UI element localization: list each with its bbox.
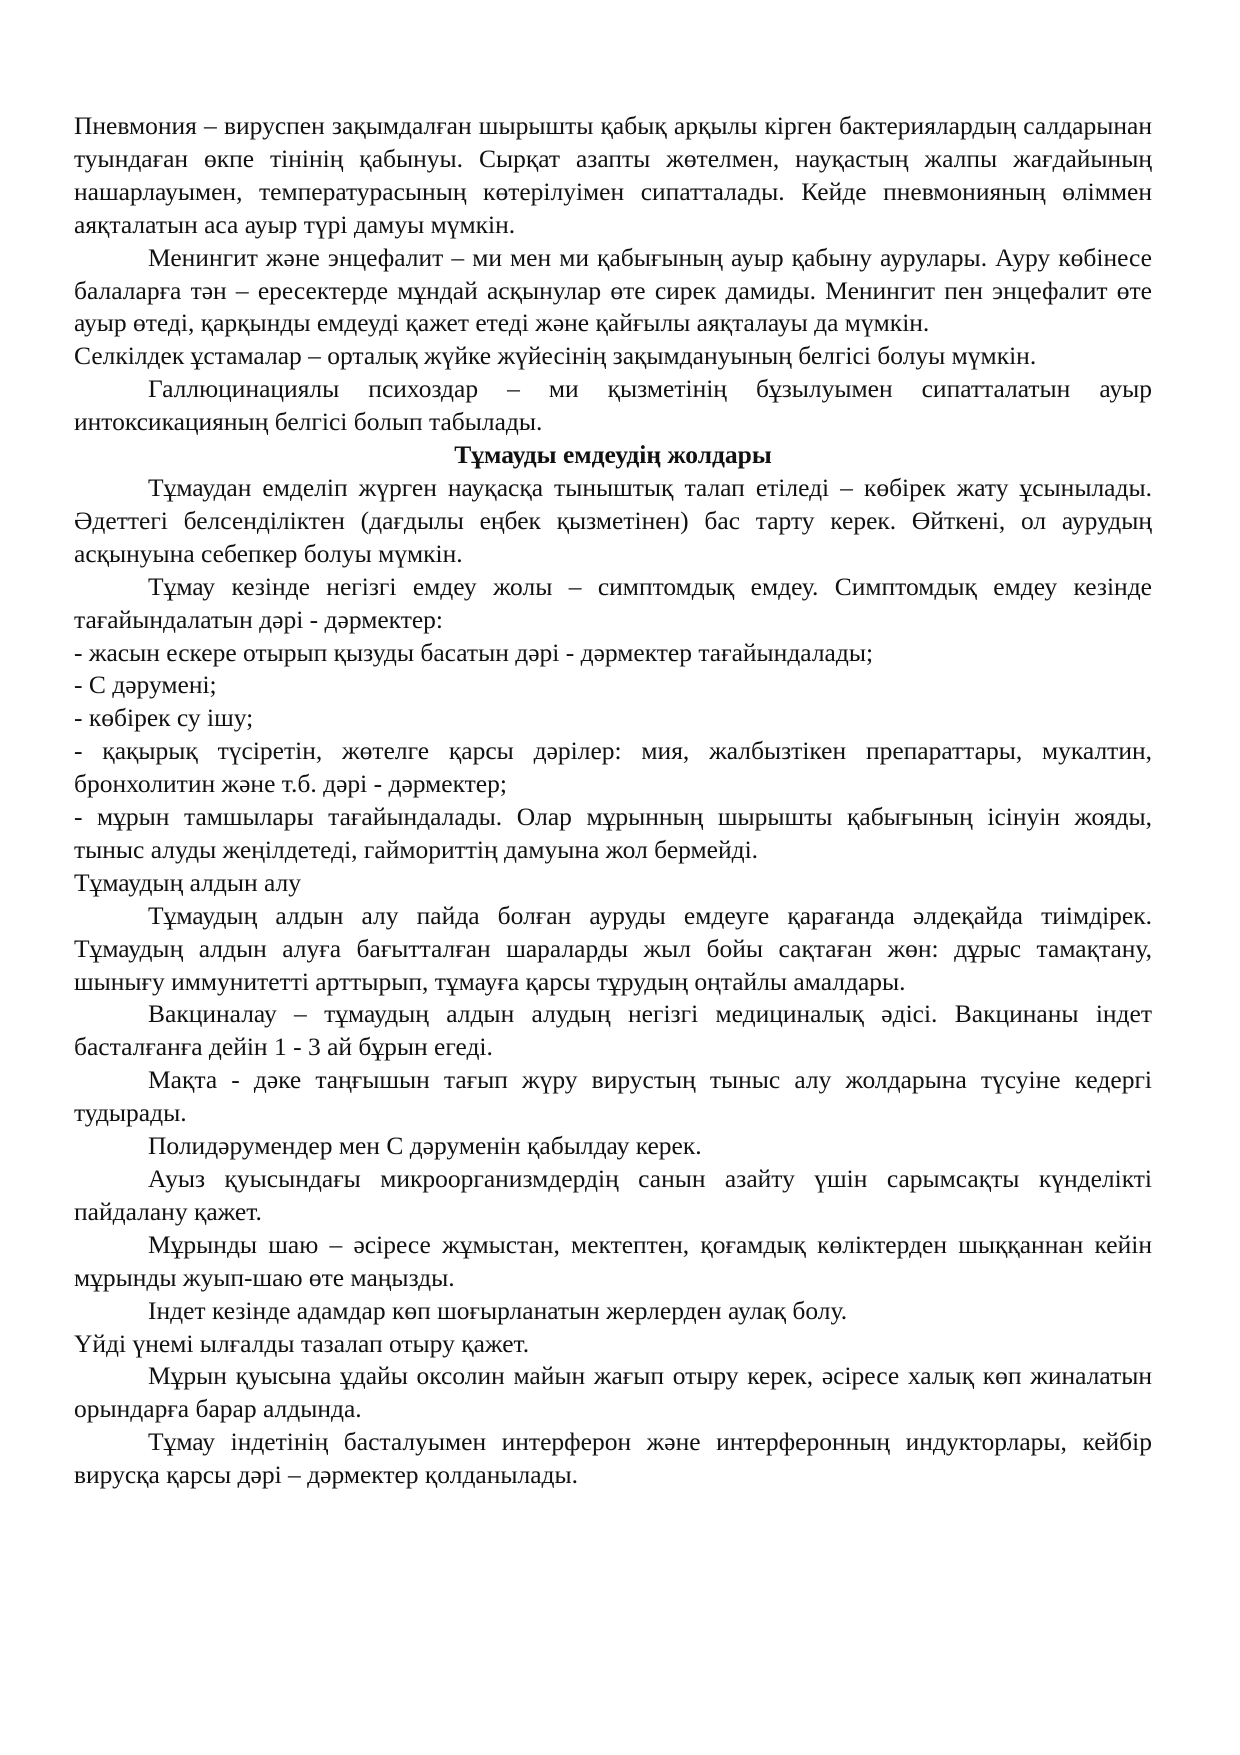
paragraph-seizures: Селкілдек ұстамалар – орталық жүйке жүйесінің зақымдануының белгісі болуы мүмкін.	[74, 341, 1037, 371]
paragraph-vaccination: Вакциналау – тұмаудың алдын алудың негізгі медициналық әдісі. Вакцинаны індет басталғанға дейін 1 - 3 ай бұрын егеді.	[74, 999, 1152, 1062]
paragraph-pneumonia: Пневмония – вируспен зақымдалған шырышты қабық арқылы кірген бактериялардың салдарынан туындаған өкпе тінінің қабынуы. Сырқат азапты жөтелмен, науқастың жалпы жағдайының нашарлауымен, температурасының көтерілуімен сипатталады. Кейде пневмонияның өліммен аяқталатын аса ауыр түрі дамуы мүмкін.	[74, 111, 1152, 239]
paragraph-rest: Тұмаудан емделіп жүрген науқасқа тыныштық талап етіледі – көбірек жату ұсынылады. Әдеттегі белсенділіктен (дағдылы еңбек қызметінен) бас тарту керек. Өйткені, ол аурудың асқынуына себепкер болуы мүмкін.	[74, 472, 1152, 568]
list-item: - С дәрумені;	[74, 670, 217, 700]
paragraph-wet-cleaning: Үйді үнемі ылғалды тазалап отыру қажет.	[74, 1328, 530, 1358]
list-item: - көбірек су ішу;	[74, 703, 254, 733]
list-item: - жасын ескере отырып қызуды басатын дәрі - дәрмектер тағайындалады;	[74, 637, 874, 667]
paragraph-symptomatic: Тұмау кезінде негізгі емдеу жолы – симптомдық емдеу. Симптомдық емдеу кезінде тағайындалатын дәрі - дәрмектер:	[74, 571, 1152, 634]
paragraph-vitamins: Полидәрумендер мен С дәруменін қабылдау керек.	[148, 1131, 702, 1161]
document-page	[74, 110, 1152, 1492]
list-item: - қақырық түсіретін, жөтелге қарсы дәрілер: мия, жалбызтікен препараттары, мукалтин, бронхолитин және т.б. дәрі - дәрмектер;	[74, 736, 1152, 799]
medication-list	[74, 637, 1152, 867]
paragraph-interferon: Тұмау індетінің басталуымен интерферон және интерферонның индукторлары, кейбір вирусқа қарсы дәрі – дәрмектер қолданылады.	[74, 1427, 1152, 1490]
paragraph-garlic: Ауыз қуысындағы микроорганизмдердің санын азайту үшін сарымсақты күнделікті пайдалану қажет.	[74, 1164, 1152, 1226]
section-heading-treatment: Тұмауды емдеудің жолдары	[454, 440, 772, 470]
paragraph-psychoses: Галлюцинациялы психоздар – ми қызметінің бұзылуымен сипатталатын ауыр интоксикацияның белгісі болып табылады.	[74, 374, 1152, 437]
paragraph-mask: Мақта - дәке таңғышын тағып жүру вирустың тыныс алу жолдарына түсуіне кедергі тудырады.	[74, 1065, 1152, 1128]
paragraph-nasal-rinse: Мұрынды шаю – әсіресе жұмыстан, мектептен, қоғамдық көліктерден шыққаннан кейін мұрынды жуып-шаю өте маңызды.	[74, 1229, 1152, 1292]
paragraph-oxolin: Мұрын қуысына ұдайы оксолин майын жағып отыру керек, әсіресе халық көп жиналатын орындарға барар алдында.	[74, 1361, 1152, 1424]
list-item: - мұрын тамшылары тағайындалады. Олар мұрынның шырышты қабығының ісінуін жояды, тыныс алуды жеңілдетеді, гаймориттің дамуына жол бермейді.	[74, 802, 1152, 864]
section-subheading-prevention: Тұмаудың алдын алу	[74, 867, 301, 897]
paragraph-avoid-crowds: Індет кезінде адамдар көп шоғырланатын жерлерден аулақ болу.	[148, 1295, 848, 1325]
paragraph-meningitis: Менингит және энцефалит – ми мен ми қабығының ауыр қабыну аурулары. Ауру көбінесе балаларға тән – ересектерде мұндай асқынулар өте сирек дамиды. Менингит пен энцефалит өте ауыр өтеді, қарқынды емдеуді қажет етеді және қайғылы аяқталауы да мүмкін.	[74, 242, 1152, 338]
paragraph-prevention: Тұмаудың алдын алу пайда болған ауруды емдеуге қарағанда әлдеқайда тиімдірек. Тұмаудың алдын алуға бағытталған шараларды жыл бойы сақтаған жөн: дұрыс тамақтану, шынығу иммунитетті арттырып, тұмауға қарсы тұрудың оңтайлы амалдары.	[74, 900, 1152, 996]
